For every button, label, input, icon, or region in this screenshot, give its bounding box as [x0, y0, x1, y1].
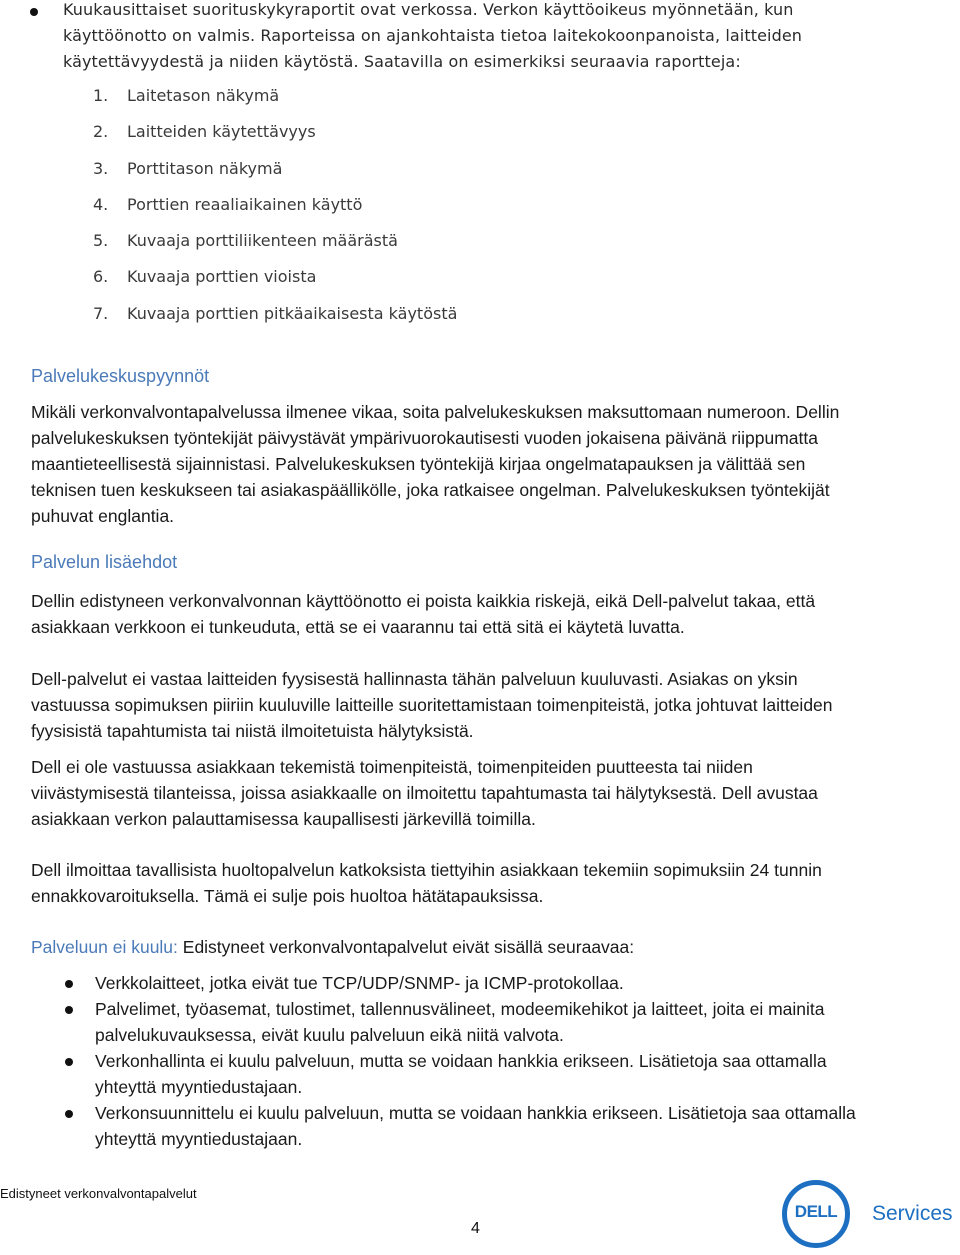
exclusions-intro-text: Edistyneet verkonvalvontapalvelut eivät sisällä seuraavaa:	[177, 937, 635, 957]
report-label: Laitetason näkymä	[127, 86, 280, 105]
text-line: Dell ei ole vastuussa asiakkaan tekemistä toimenpiteistä, toimenpiteiden puutteesta tai niiden	[31, 757, 753, 777]
report-label: Kuvaaja porttiliikenteen määrästä	[127, 231, 398, 251]
text-line: Mikäli verkonvalvontapalvelussa ilmenee vikaa, soita palvelukeskuksen maksuttomaan numeroon. Dellin	[31, 402, 840, 422]
report-label: Laitteiden käytettävyys	[127, 122, 316, 142]
report-number: 5.	[93, 231, 109, 251]
report-label: Porttitason näkymä	[127, 158, 283, 178]
text-line: palvelukeskuksen työntekijät päivystävät ympärivuorokautisesti vuoden jokaisena päivänä riippumatta	[31, 428, 818, 448]
intro-line: Kuukausittaiset suorituskykyraportit ovat verkossa. Verkon käyttöoikeus myönnetään, kun	[63, 0, 794, 19]
list-item	[0, 996, 960, 1048]
text-line: puhuvat englantia.	[31, 506, 175, 526]
text-line: fyysisistä tapahtumista tai niistä ilmoitetuista hälytyksistä.	[31, 721, 474, 741]
dell-services-logo	[782, 1180, 960, 1250]
text-line: Verkonhallinta ei kuulu palveluun, mutta se voidaan hankkia erikseen. Lisätietoja saa ottamalla	[95, 1051, 827, 1071]
terms-heading: Palvelun lisäehdot	[31, 552, 178, 572]
intro-line: käyttöönotto on valmis. Raporteissa on ajankohtaista tietoa laitekokoonpanoista, laitteiden	[63, 26, 803, 45]
terms-paragraph-3	[31, 754, 931, 832]
exclusions-heading: Palveluun ei kuulu:	[31, 937, 178, 957]
bullet-icon	[30, 8, 38, 16]
text-line: Dellin edistyneen verkonvalvonnan käyttöönotto ei poista kaikkia riskejä, eikä Dell-palvelut takaa, että	[31, 591, 816, 611]
report-label: Porttien reaaliaikainen käyttö	[127, 194, 363, 214]
text-line: Dell ilmoittaa tavallisista huoltopalvelun katkoksista tiettyihin asiakkaan tekemiin sopimuksiin 24 tunnin	[31, 860, 822, 880]
text-line: asiakkaan verkon palauttamisessa kaupallisesti järkevillä toimilla.	[31, 809, 536, 829]
text-line: teknisen tuen keskukseen tai asiakaspäällikölle, joka ratkaisee ongelman. Palvelukeskuksen työntekijät	[31, 480, 830, 500]
report-number: 4.	[93, 194, 109, 214]
report-number: 3.	[93, 158, 109, 178]
text-line: Dell-palvelut ei vastaa laitteiden fyysisestä hallinnasta tähän palveluun kuuluvasti. Asiakas on yksin	[31, 669, 798, 689]
text-line: viivästymisestä tilanteissa, joissa asiakkaalle on ilmoitettu tapahtumasta tai hälytyksestä. Dell avustaa	[31, 783, 818, 803]
text-line: Verkkolaitteet, jotka eivät tue TCP/UDP/SNMP- ja ICMP-protokollaa.	[95, 973, 624, 993]
report-number: 7.	[93, 303, 109, 323]
logo-services-text: Services	[872, 1202, 953, 1225]
bullet-icon	[65, 980, 73, 988]
page-number: 4	[471, 1220, 480, 1237]
report-label: Kuvaaja porttien pitkäaikaisesta käytöstä	[127, 303, 458, 323]
text-line: asiakkaan verkkoon ei tunkeuduta, että se ei vaarannu tai että sitä ei käytetä luvatta.	[31, 617, 685, 637]
support-heading: Palvelukeskuspyynnöt	[31, 366, 210, 386]
text-line: maantieteellisestä sijainnistasi. Palvelukeskuksen työntekijä kirjaa ongelmatapauksen ja välittää sen	[31, 454, 806, 474]
text-line: yhteyttä myyntiedustajaan.	[95, 1077, 303, 1097]
terms-paragraph-2	[31, 666, 931, 744]
exclusions-intro	[31, 934, 931, 960]
report-label: Kuvaaja porttien vioista	[127, 267, 317, 287]
footer-title: Edistyneet verkonvalvontapalvelut	[0, 1186, 197, 1201]
terms-paragraph-4	[31, 857, 931, 909]
list-item	[0, 970, 960, 996]
text-line: vastuussa sopimuksen piiriin kuuluville laitteille suoritettamistaan toimenpiteistä, jotka johtuvat laitteiden	[31, 695, 833, 715]
list-item	[0, 1100, 960, 1152]
exclusions-list	[0, 970, 960, 1152]
support-paragraph	[31, 399, 931, 529]
text-line: Palvelimet, työasemat, tulostimet, tallennusvälineet, modeemikehikot ja laitteet, joita ei mainita	[95, 999, 825, 1019]
text-line: ennakkovaroituksella. Tämä ei sulje pois huoltoa hätätapauksissa.	[31, 886, 544, 906]
bullet-icon	[65, 1006, 73, 1014]
logo-word: DELL	[794, 1202, 838, 1221]
report-number: 2.	[93, 122, 109, 142]
terms-paragraph-1	[31, 588, 931, 640]
report-number: 6.	[93, 267, 109, 287]
text-line: yhteyttä myyntiedustajaan.	[95, 1129, 303, 1149]
report-number: 1.	[93, 86, 109, 105]
bullet-icon	[65, 1058, 73, 1066]
list-item	[0, 1048, 960, 1100]
text-line: palvelukuvauksessa, eivät kuulu palveluun eikä niitä valvota.	[95, 1025, 564, 1045]
text-line: Verkonsuunnittelu ei kuulu palveluun, mutta se voidaan hankkia erikseen. Lisätietoja saa ottamalla	[95, 1103, 856, 1123]
bullet-icon	[65, 1110, 73, 1118]
intro-line: käytettävyydestä ja niiden käytöstä. Saatavilla on esimerkiksi seuraavia raportteja:	[63, 52, 741, 71]
intro-text	[63, 0, 943, 75]
